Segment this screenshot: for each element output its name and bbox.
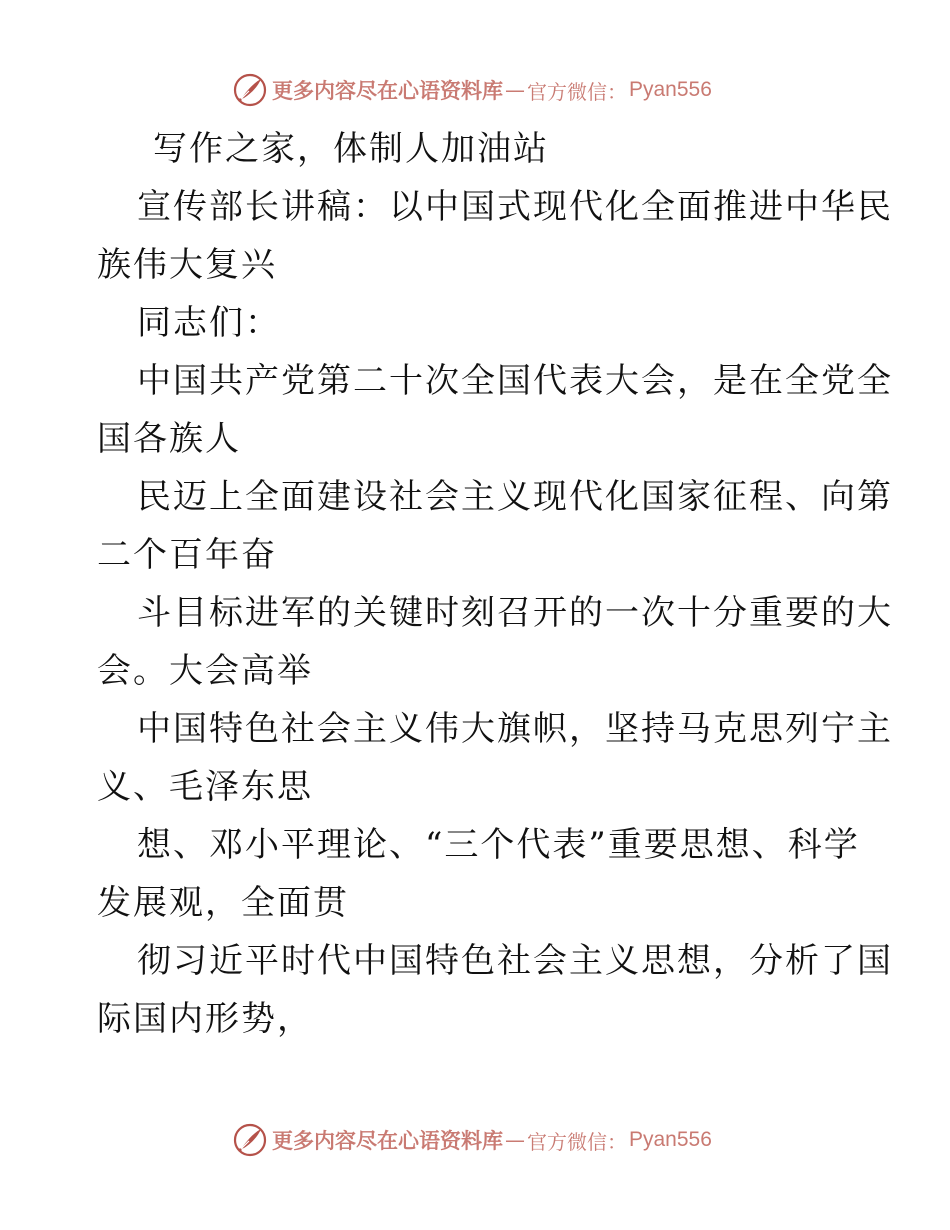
- footer-banner: [232, 1120, 712, 1160]
- document-text-line: 想、邓小平理论、“三个代表”重要思想、科学: [137, 825, 860, 865]
- quill-pen-logo-icon: [232, 72, 268, 108]
- document-title-line: 宣传部长讲稿：以中国式现代化全面推进中华民: [137, 187, 893, 227]
- document-text-line: 中国特色社会主义伟大旗帜，坚持马克思列宁主: [137, 709, 893, 749]
- document-text-line: 义、毛泽东思: [97, 767, 313, 807]
- document-text-line: 际国内形势，: [97, 999, 313, 1039]
- banner-wechat-label: 官方微信：: [527, 1129, 627, 1154]
- banner-separator: —: [505, 78, 525, 102]
- document-greeting: 同志们：: [137, 303, 281, 343]
- document-text-line: 会。大会高举: [97, 651, 313, 691]
- banner-promo-text: 更多内容尽在心语资料库: [272, 1128, 503, 1153]
- document-heading-line: 写作之家，体制人加油站: [153, 129, 549, 169]
- document-body: [97, 120, 893, 1048]
- document-text-line: 发展观，全面贯: [97, 883, 349, 923]
- document-text-line: 民迈上全面建设社会主义现代化国家征程、向第: [137, 477, 893, 517]
- banner-wechat-id: Pyan556: [629, 1128, 712, 1151]
- banner-promo-text: 更多内容尽在心语资料库: [272, 78, 503, 103]
- document-text-line: 彻习近平时代中国特色社会主义思想，分析了国: [137, 941, 893, 981]
- quill-pen-logo-icon: [232, 1122, 268, 1158]
- banner-separator: —: [505, 1128, 525, 1152]
- document-text-line: 中国共产党第二十次全国代表大会，是在全党全: [137, 361, 893, 401]
- document-text-line: 二个百年奋: [97, 535, 277, 575]
- banner-wechat-label: 官方微信：: [527, 79, 627, 104]
- document-text-line: 国各族人: [97, 419, 241, 459]
- header-banner: [232, 70, 712, 110]
- document-title-line: 族伟大复兴: [97, 245, 277, 285]
- banner-wechat-id: Pyan556: [629, 78, 712, 101]
- document-text-line: 斗目标进军的关键时刻召开的一次十分重要的大: [137, 593, 893, 633]
